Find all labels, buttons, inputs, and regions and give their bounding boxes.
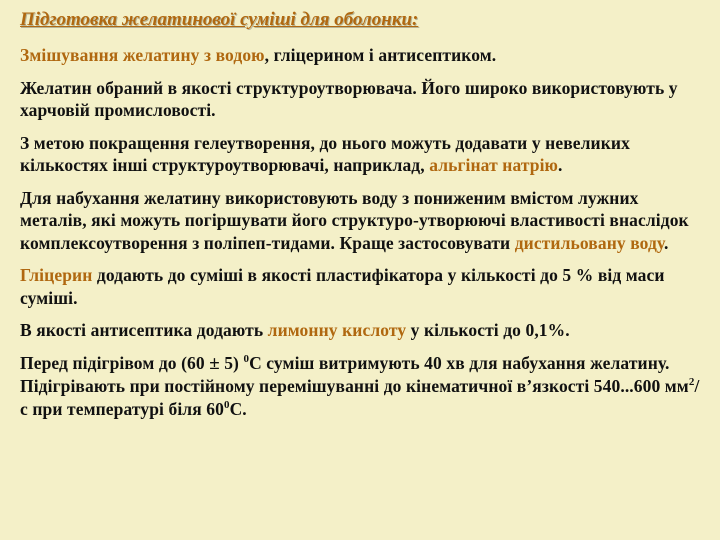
highlight-glycerin: Гліцерин: [20, 265, 93, 285]
highlight-mixing: Змішування желатину з водою: [20, 45, 265, 65]
heating-text-c: С суміш витримують 40 хв для набухання желатину. Підігрівають при постійному перемішуванні до кінематичної в’язкості 540...600 мм: [20, 352, 689, 396]
plus-minus-sign: ±: [209, 352, 220, 374]
paragraph-glycerin: [20, 264, 706, 309]
paragraph-antiseptic-end: у кількості до 0,1%.: [406, 320, 570, 340]
highlight-sodium-alginate: альгінат натрію: [429, 155, 559, 175]
heating-text-d: /с при температурі біля 60: [20, 376, 700, 419]
paragraph-water: [20, 187, 706, 255]
paragraph-mixing-text: , гліцерином і антисептиком.: [264, 45, 497, 65]
slide-title: Підготовка желатинової суміші для оболонки:: [20, 9, 419, 30]
highlight-distilled-water: дистильовану воду: [514, 232, 665, 253]
paragraph-heating: [20, 352, 706, 421]
paragraph-gelation-text: З метою покращення гелеутворення, до нього можуть додавати у невеликих кількостях інші структуроутворювачі, наприклад,: [20, 132, 630, 175]
paragraph-gelatin: [20, 77, 706, 122]
paragraph-gelation-end: .: [558, 155, 563, 175]
paragraph-antiseptic: [20, 319, 706, 342]
paragraph-antiseptic-text: В якості антисептика додають: [20, 320, 268, 340]
paragraph-gelatin-text: Желатин обраний в якості структуроутворювача. Його широко використовують у харчовій промисловості.: [20, 77, 678, 120]
degree-superscript: 0: [243, 352, 250, 365]
highlight-citric-acid: лимонну кислоту: [267, 320, 407, 340]
squared-superscript: 2: [688, 376, 695, 389]
paragraph-mixing: [20, 44, 706, 67]
paragraph-water-end: .: [664, 232, 669, 253]
degree-superscript-2: 0: [223, 398, 230, 411]
heating-text-a: Перед підігрівом до (60: [20, 352, 210, 373]
paragraph-glycerin-text: додають до суміші в якості пластифікатора у кількості до 5 % від маси суміші.: [20, 265, 665, 308]
heating-text-b: 5): [219, 352, 244, 373]
heating-text-e: С.: [229, 398, 247, 419]
paragraph-gelation: [20, 132, 706, 177]
paragraph-water-text: Для набухання желатину використовують воду з пониженим вмістом лужних металів, які можуть погіршувати його структуро-утворюючі властивості внаслідок комплексоутворення з поліпеп-тидами. Краще застосовувати: [20, 187, 689, 253]
